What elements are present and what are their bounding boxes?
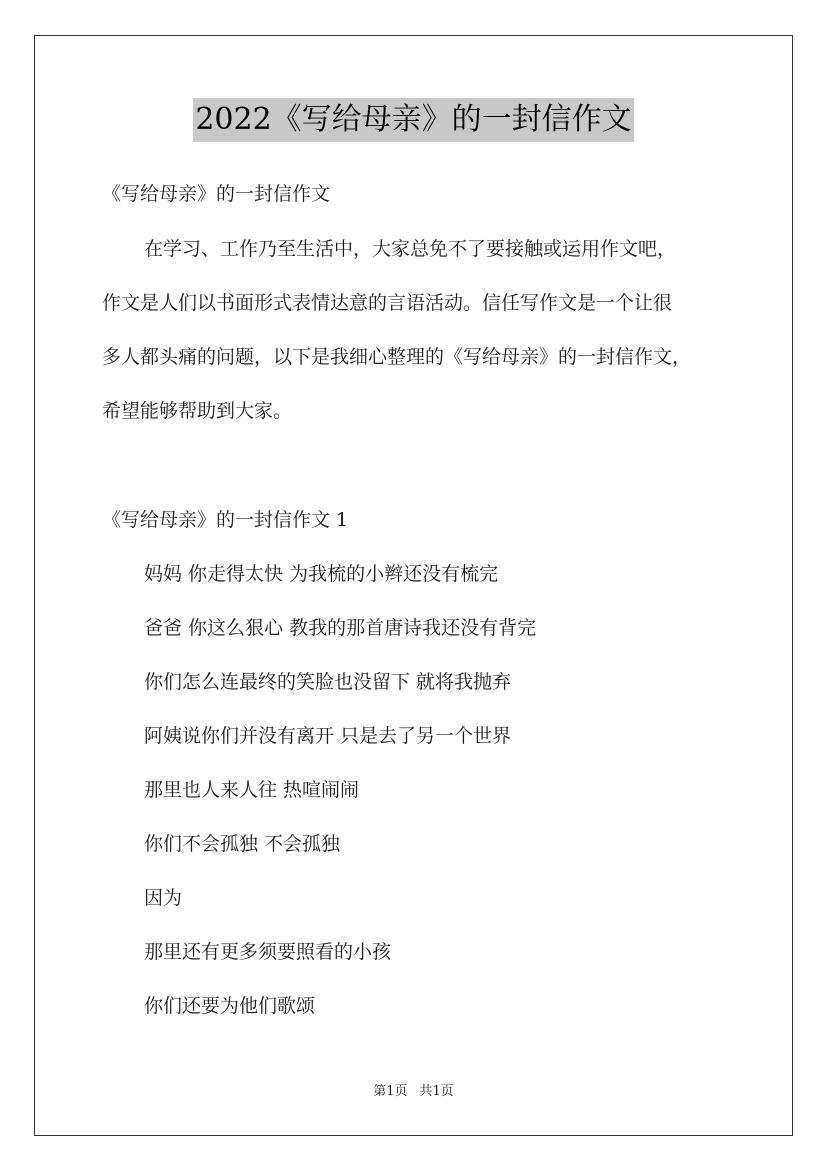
section-title: 《写给母亲》的一封信作文 1 <box>102 509 349 531</box>
poem-line: 那里也人来人往 热喧闹闹 <box>144 779 360 801</box>
intro-line: 作文是人们以书面形式表情达意的言语活动。信任写作文是一个让很 <box>102 292 673 314</box>
intro-line: 多人都头痛的问题，以下是我细心整理的《写给母亲》的一封信作文， <box>102 346 692 368</box>
page-number: 第1页 <box>373 1084 408 1099</box>
poem-line: 你们怎么连最终的笑脸也没留下 就将我抛弃 <box>144 671 512 693</box>
page-footer <box>0 1083 827 1101</box>
intro-line: 希望能够帮助到大家。 <box>102 400 293 422</box>
poem-line: 因为 <box>144 887 183 909</box>
poem-line: 你们还要为他们歌颂 <box>144 995 316 1017</box>
document-subtitle: 《写给母亲》的一封信作文 <box>102 183 331 205</box>
document-title: 2022《写给母亲》的一封信作文 <box>193 98 633 142</box>
poem-line: 阿姨说你们并没有离开 只是去了另一个世界 <box>144 725 512 747</box>
poem-line: 你们不会孤独 不会孤独 <box>144 833 341 855</box>
page-total: 共1页 <box>419 1084 454 1099</box>
poem-line: 爸爸 你这么狠心 教我的那首唐诗我还没有背完 <box>144 617 537 639</box>
title-container <box>0 98 827 142</box>
intro-line: 在学习、工作乃至生活中，大家总免不了要接触或运用作文吧， <box>144 238 677 260</box>
poem-line: 那里还有更多须要照看的小孩 <box>144 941 392 963</box>
poem-line: 妈妈 你走得太快 为我梳的小辫还没有梳完 <box>144 563 499 585</box>
